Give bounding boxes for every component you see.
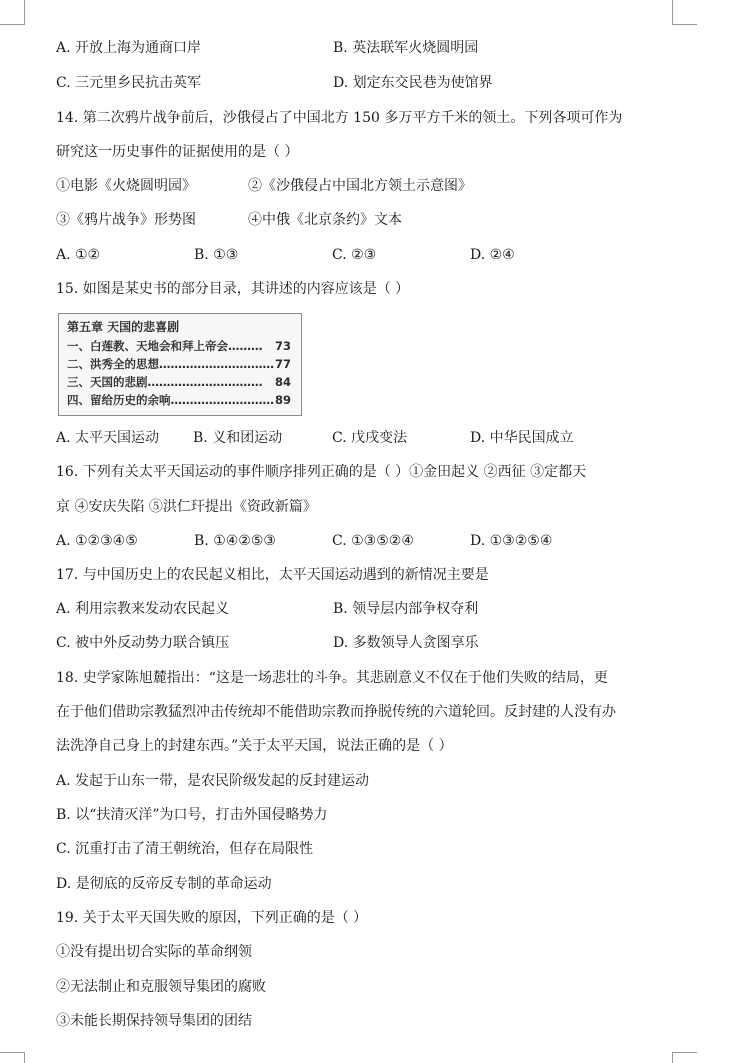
q13-option-c: C. 三元里乡民抗击英军 bbox=[56, 75, 202, 91]
q15-option-b: B. 义和团运动 bbox=[193, 430, 283, 446]
q18-option-c: C. 沉重打击了清王朝统治，但存在局限性 bbox=[56, 841, 314, 857]
q16-stem-line1: 16. 下列有关太平天国运动的事件顺序排列正确的是（ ）①金田起义 ②西征 ③定都天 bbox=[56, 464, 587, 480]
corner-mark-top-right bbox=[672, 0, 697, 25]
q14-option-c: C. ②③ bbox=[332, 247, 377, 263]
q18-option-a: A. 发起于山东一带，是农民阶级发起的反封建运动 bbox=[56, 773, 370, 789]
q14-option-a: A. ①② bbox=[56, 247, 101, 263]
q19-item-3: ③未能长期保持领导集团的团结 bbox=[56, 1013, 252, 1029]
q15-option-c: C. 戊戌变法 bbox=[332, 430, 408, 446]
toc-row-page: 73 bbox=[274, 339, 291, 353]
q14-item-2: ②《沙俄侵占中国北方领土示意图》 bbox=[248, 178, 472, 194]
q17-option-c: C. 被中外反动势力联合镇压 bbox=[56, 635, 230, 651]
q18-stem-line3: 法洗净自己身上的封建东西。”关于太平天国，说法正确的是（ ） bbox=[56, 738, 453, 754]
q16-stem-line2: 京 ④安庆失陷 ⑤洪仁玕提出《资政新篇》 bbox=[56, 499, 317, 515]
toc-chapter-title: 第五章 天国的悲喜剧 bbox=[67, 320, 180, 334]
q16-option-c: C. ①③⑤②④ bbox=[332, 533, 414, 549]
q17-option-b: B. 领导层内部争权夺利 bbox=[333, 601, 479, 617]
q17-option-a: A. 利用宗教来发动农民起义 bbox=[56, 601, 230, 617]
book-toc-image bbox=[58, 313, 302, 416]
toc-row-text: 二、洪秀全的思想………………………… bbox=[67, 357, 274, 371]
q14-item-3: ③《鸦片战争》形势图 bbox=[56, 212, 196, 228]
toc-row-text: 四、留给历史的余响……………………… bbox=[67, 393, 274, 407]
toc-row-page: 84 bbox=[274, 375, 291, 389]
toc-row bbox=[67, 374, 291, 391]
q18-stem-line2: 在于他们借助宗教猛烈冲击传统却不能借助宗教而挣脱传统的六道轮回。反封建的人没有办 bbox=[56, 704, 616, 720]
q18-option-b: B. 以“扶清灭洋”为口号，打击外国侵略势力 bbox=[56, 807, 328, 823]
q14-stem-line2: 研究这一历史事件的证据使用的是（ ） bbox=[56, 144, 299, 160]
corner-mark-top-left bbox=[0, 0, 25, 25]
q17-option-d: D. 多数领导人贪图享乐 bbox=[333, 635, 479, 651]
corner-mark-bottom-right bbox=[672, 1052, 697, 1063]
q16-option-b: B. ①④②⑤③ bbox=[194, 533, 276, 549]
q19-item-2: ②无法制止和克服领导集团的腐败 bbox=[56, 979, 266, 995]
q13-option-a: A. 开放上海为通商口岸 bbox=[56, 40, 202, 56]
q15-stem: 15. 如图是某史书的部分目录，其讲述的内容应该是（ ） bbox=[56, 281, 410, 297]
q19-stem: 19. 关于太平天国失败的原因，下列正确的是（ ） bbox=[56, 910, 368, 926]
q18-stem-line1: 18. 史学家陈旭麓指出：“这是一场悲壮的斗争。其悲剧意义不仅在于他们失败的结局，更 bbox=[56, 670, 608, 686]
q14-item-1: ①电影《火烧圆明园》 bbox=[56, 178, 196, 194]
q14-option-b: B. ①③ bbox=[194, 247, 239, 263]
toc-row bbox=[67, 356, 291, 373]
toc-row bbox=[67, 392, 291, 409]
q15-option-a: A. 太平天国运动 bbox=[56, 430, 160, 446]
q17-stem: 17. 与中国历史上的农民起义相比，太平天国运动遇到的新情况主要是 bbox=[56, 567, 489, 583]
corner-mark-bottom-left bbox=[0, 1052, 25, 1063]
q14-stem-line1: 14. 第二次鸦片战争前后，沙俄侵占了中国北方 150 多万平方千米的领土。下列各项可作为 bbox=[56, 110, 623, 126]
q13-option-d: D. 划定东交民巷为使馆界 bbox=[333, 75, 493, 91]
toc-row-text: 三、天国的悲剧………………………… bbox=[67, 375, 263, 389]
q14-option-d: D. ②④ bbox=[470, 247, 515, 263]
q13-option-b: B. 英法联军火烧圆明园 bbox=[333, 40, 479, 56]
toc-row-page: 89 bbox=[274, 393, 291, 407]
toc-row-page: 77 bbox=[274, 357, 291, 371]
q19-item-1: ①没有提出切合实际的革命纲领 bbox=[56, 944, 252, 960]
toc-row-text: 一、白莲教、天地会和拜上帝会……… bbox=[67, 339, 263, 353]
q15-option-d: D. 中华民国成立 bbox=[470, 430, 574, 446]
q16-option-d: D. ①③②⑤④ bbox=[470, 533, 553, 549]
q16-option-a: A. ①②③④⑤ bbox=[56, 533, 138, 549]
toc-row bbox=[67, 338, 291, 355]
q18-option-d: D. 是彻底的反帝反专制的革命运动 bbox=[56, 876, 272, 892]
q14-item-4: ④中俄《北京条约》文本 bbox=[248, 212, 402, 228]
